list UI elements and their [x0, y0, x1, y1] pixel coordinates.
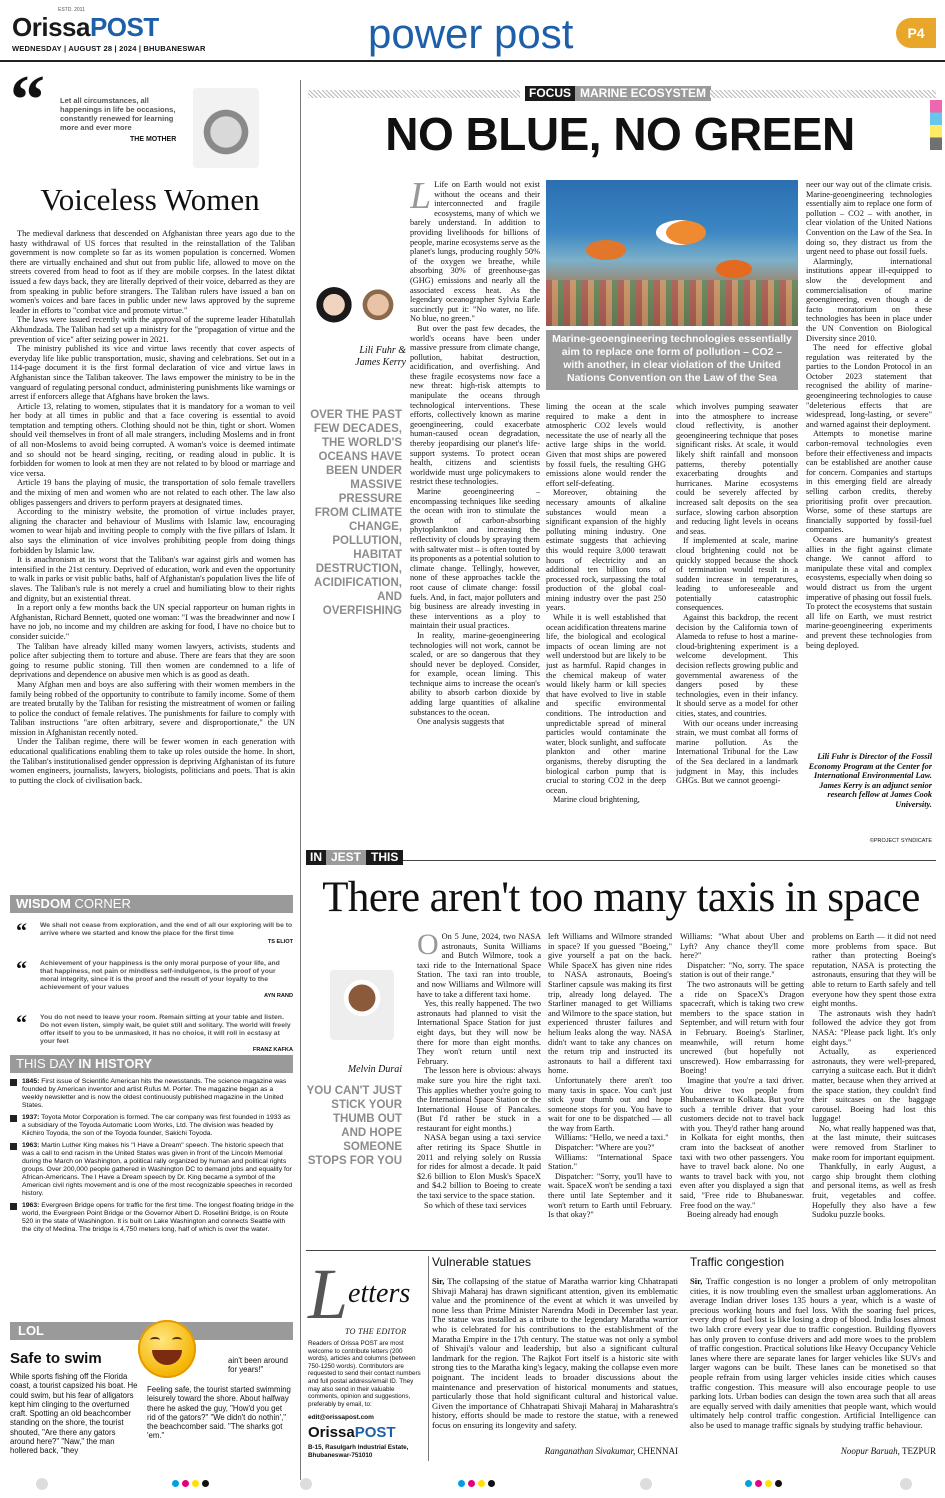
focus-byline: Lili Fuhr & James Kerry	[355, 345, 406, 368]
lol-text-col2a: ain't been around for years!"	[228, 1356, 289, 1375]
history-item: 1845: First issue of Scientific American hits the newsstands. The science magazine was founded by American inventor and artist Rufus M. Porter. The magazine began as a weekly newsletter and is now the oldest continuously published magazine in the United States.	[10, 1078, 295, 1110]
lol-title: Safe to swim	[10, 1350, 102, 1367]
letters-title: L etters	[308, 1254, 411, 1334]
history-list	[10, 1078, 295, 1234]
coral-reef-photo	[546, 180, 798, 326]
quote-mark-icon: “	[10, 62, 45, 139]
focus-col4: neer our way out of the climate crisis. Marine-geoengineering technologies essentially aim to replace one form of pollution – CO2 – with another, in clear violation of the United Nations Convention on the Law of the Sea. In doing so, they distract us from the urgent need to phase out fossil fuels. Alarmingly, international institutions appear ill-equipped to slow the development and commercialisation of marine geoengineering, even though a de facto moratorium on these technologies has been in place under the UN Convention on Biological Diversity since 2010. The need for effective global regulation was reiterated by the parties to the London Protocol in an October 2023 statement that recognised the ability of marine-geoengineering technologies to cause "deleterious effects that are widespread, long-lasting, or severe" and warned against their deployment. Attempts to monetise marine carbon-removal technologies even before their effectiveness and impacts can be established are another cause for concern. Companies and startups in this emerging field are already selling carbon credits, thereby prioritising profit over precaution. Worse, some of these startups are financially supported by fossil-fuel companies. Oceans are humanity's greatest allies in the fight against climate change. We cannot afford to manipulate these vital and complex ecosystems, especially when doing so would distract us from the urgent imperative of phasing out fossil fuels. To protect the ecosystems that sustain all life on Earth, we must restrict marine-geoengineering experiments and prevent these technologies from being deployed.	[806, 180, 932, 650]
letters-email[interactable]: edit@orissapost.com	[308, 1414, 374, 1421]
quote-mark-icon: “	[16, 956, 27, 981]
focus-tag: FOCUS MARINE ECOSYSTEM	[525, 86, 711, 101]
letter2-sign: Noopur Baruah, TEZPUR	[840, 1446, 936, 1456]
lol-text-col2b: Feeling safe, the tourist started swimming leisurely toward the shore. About halfway there he asked the guy, "How'd you get rid of the gators?" "We didn't do nothin'," the beachcomber said. "The sharks got 'em."	[147, 1385, 291, 1441]
lol-text-col1: While sports fishing off the Florida coast, a tourist capsized his boat. He could swim, but his fear of alligators kept him clinging to the overturned craft. Spotting an old beachcomber standing on the shore, the tourist shouted, "Are there any gators around here?" "Naw," the man hollered back, "they	[10, 1372, 138, 1456]
section-title: power post	[368, 10, 574, 57]
hatch-rule	[710, 90, 936, 98]
bullet-icon	[10, 1079, 17, 1086]
injest-byline: Melvin Durai	[347, 1064, 402, 1075]
print-registration-marks	[0, 1474, 945, 1496]
credit-line: ©PROJECT SYNDICATE	[869, 838, 932, 844]
injest-tag: IN JEST THIS	[306, 850, 403, 865]
injest-col1: O On 5 June, 2024, two NASA astronauts, Sunita Williams and Butch Wilmore, took a taxi ride to the International Space Station. The taxi ran into trouble, and now Williams and Wilmore will have to take a different taxi home. Yes, this really happened. The two astronauts had planned to visit the International Space Station for just eight days, but they will now be there for more than eight months. They won't return until next February. The lesson here is obvious: always make sure you hire the right taxi. This applies whether you're going to the International Space Station or the International House of Pancakes. (But I'd rather be stuck in a restaurant for eight months.) NASA began using a taxi service after retiring its Space Shuttle in 2011 and relying solely on Russia for rides for almost a decade. It paid $2.6 billion to Elon Musk's SpaceX and $4.2 billion to Boeing to create the taxi service to the space station. So which of these taxi services	[417, 932, 541, 1210]
wisdom-item: “ Achievement of your happiness is the only moral purpose of your life, and that happiness, not pain or mindless self-indulgence, is the proof of your moral integrity, since it is the proof and the result of your loyalty to the achievement of your values AYN RAND	[16, 956, 293, 999]
lol-header: LOL	[10, 1322, 293, 1340]
bullet-icon	[10, 1203, 17, 1210]
author-photo-melvin	[330, 970, 394, 1040]
focus-headline: NO BLUE, NO GREEN	[385, 108, 855, 160]
quote-mark-icon: “	[16, 1010, 27, 1035]
masthead-rule	[0, 60, 945, 62]
letters-logo: OrissaPOST	[308, 1424, 396, 1441]
focus-col2: liming the ocean at the scale required to make a dent in atmospheric CO2 levels would necessitate the use of nearly all the active large ships in the world. Given that most ships are powered by fossil fuels, the resulting GHG emissions alone would render the effort self-defeating. Moreover, obtaining the necessary amounts of alkaline substances would mean a significant expansion of the highly polluting mining industry. One estimate suggests that achieving this would require 3,000 terawatt hours of electricity and an additional ten billion tons of processed rock, surpassing the total production of the global coal-mining industry over the past 250 years. While it is well established that ocean acidification threatens marine life, the biological and ecological impacts of ocean liming are not well understood but are likely to be just as harmful. Rapid changes in the chemical makeup of water would likely harm or kill species that have evolved to live in stable and specific environmental conditions. The introduction and unpredictable spread of mineral particles would contaminate the water, block sunlight, and suffocate plankton and other marine organisms, thereby disrupting the biological carbon pump that is crucial to storing CO2 in the deep ocean. Marine cloud brightening,	[546, 402, 666, 805]
wisdom-item: “ You do not need to leave your room. Remain sitting at your table and listen. Do not even listen, simply wait, be quiet still and solitary. The world will freely offer itself to you to be unmasked, it has no choice, it will roll in ecstasy at your feet FRANZ KAFKA	[16, 1010, 293, 1053]
editorial-body: The medieval darkness that descended on Afghanistan three years ago due to the hasty withdrawal of US forces that resulted in the reinstallation of the Taliban government is now complete so far as its women population is concerned. Women there are virtually enchained and shut out from public life, allowed to move on the streets covered from head to foot as if they are mobile corpses. In the latest diktat issued a few days back, they are literally deprived of their voice, debarred as they are from speaking in public before strangers. The Taliban rulers have issued a ban on women's voices and bare faces in public under new laws approved by the supreme leader in efforts to "combat vice and promote virtue." The laws were issued recently with the approval of the supreme leader Hibatullah Akhundzada. The Taliban had set up a ministry for the "propagation of virtue and the prevention of vice" after seizing power in 2021. The ministry published its vice and virtue laws recently that cover aspects of everyday life like public transportation, music, shaving and celebrations. Set out in a 114-page document it is the first formal declaration of vice and virtue laws in Afghanistan since the Taliban takeover. The laws empower the ministry to be in the vanguard of regulating personal conduct, administering punishments like warnings or arrest if enforcers allege that Afghans have broken the laws. Article 13, relating to women, stipulates that it is mandatory for a woman to veil her body at all times in public and that a face covering is essential to avoid temptation and tempting others. Clothing should not be thin, tight or short. Women should veil themselves in front of all male strangers, including Moslems and in front of all non-Moslems to avoid being corrupted. A woman's voice is deemed intimate and so should not be heard singing, reciting, or reading aloud in public. It is forbidden for women to look at men they are not related to by blood or marriage and vice versa. Article 19 bans the playing of music, the transportation of solo female travellers and the mixing of men and women who are not related to each other. The law also obliges passengers and drivers to perform prayers at designated times. According to the ministry website, the promotion of virtue includes prayer, aligning the character and behaviour of Muslims with Islamic law, encouraging women to wear hijab and inviting people to comply with the five pillars of Islam. It also says the elimination of vice involves prohibiting people from doing things forbidden by Islamic law. It is anachronism at its worst that the Taliban's war against girls and women has intensified in the 21st century. Deprived of education, work and even the opportunity to walk in parks or visit public baths, half of Afghanistan's population lives the life of slaves. The Taliban's rule is not merely a cruel and humiliating blow to their rights and dignity, but an existential threat. In a report only a few months back the UN special rapporteur on human rights in Afghanistan, Richard Bennett, quoted one woman: "I was the breadwinner and now I have no job, no income and my children are asking for food, I have no choice but to consider suicide." The Taliban have already killed many women lawyers, activists, students and police after subjecting them to torture and abuse. There are fears that they are soon going to resume public stoning. Till then women are condemned to a life of deprivations and dependence on abusive men which is as good as death. Many Afghan men and boys are also suffering with their women members in the family being robbed of the opportunity to contribute to family income. Some of them are treated brutally by the Taliban for resisting the mistreatment of women or failing to police the conduct of female relatives. The punishments for failure to comply with Taliban instructions "are often arbitrary, severe and disproportionate," the UN mission in Afghanistan recently noted. Under the Taliban regime, there will be fewer women in each generation with educational qualifications enabling them to take up roles outside the home. In short, the Taliban's institutionalised gender oppression is depriving Afghanistan of its future women engineers, journalists, lawyers, biologists, politicians and poets. That is akin to putting the clock of civilisation back.	[10, 229, 295, 785]
focus-pullquote: OVER THE PAST FEW DECADES, THE WORLD'S OCEANS HAVE BEEN UNDER MASSIVE PRESSURE FROM CLIMATE CHANGE, POLLUTION, HABITAT DESTRUCTION, ACIDIFICATION, AND OVERFISHING	[310, 409, 402, 617]
quote-mark-icon: “	[16, 918, 27, 943]
quote-author-photo	[193, 88, 259, 168]
bullet-icon	[10, 1143, 17, 1150]
focus-col3: which involves pumping seawater into the atmosphere to increase cloud reflectivity, is another geoengineering technique that poses significant risks. At scale, it would likely shift rainfall and monsoon patterns, thereby potentially exacerbating droughts and hurricanes. Marine ecosystems could be severely affected by increased salt deposits on the sea surface, slowing carbon absorption and reducing light levels in oceans and seas. If implemented at scale, marine cloud brightening could not be quickly stopped because the shock of termination would result in a sudden increase in temperatures, leading to unforeseeable and potentially catastrophic consequences. Against this backdrop, the recent decision by the California town of Alameda to refuse to host a marine-cloud-brightening experiment is a welcome development. This decision reflects growing public and governmental awareness of the dangers posed by these technologies, even in their infancy. It should serve as a model for other cities, states, and countries. With our oceans under increasing strain, we must combat all forms of marine pollution. As the International Tribunal for the Law of the Sea declared in a landmark judgment in May, this includes GHGs. But we cannot geoengi-	[676, 402, 798, 786]
author-photo-james	[358, 285, 398, 337]
bullet-icon	[10, 1115, 17, 1122]
brand-logo: OrissaPOST	[12, 12, 159, 42]
history-item: 1937: Toyota Motor Corporation is formed. The car company was first founded in 1933 as a subsidiary of the Toyoda Automatic Loom Works, Ltd. The division was headed by Kiichiro Toyoda, the son of the Toyoda founder, Sakichi Toyoda.	[10, 1114, 295, 1138]
author-photo-lili	[314, 285, 354, 337]
injest-col2: left Williams and Wilmore stranded in space? If you guessed "Boeing," give yourself a pat on the back. While SpaceX has given nine rides to NASA astronauts, Boeing's Starliner capsule was making its first trip, already long delayed. The Starliner managed to get Williams and Wilmore to the space station, but experienced thruster failures and helium leaks along the way. NASA didn't want to take any chances on the return trip and instructed its astronauts to hail a different taxi home. Unfortunately there aren't too many taxis in space. You can't just stick your thumb out and hope someone stops for you. You have to wait for one to be dispatched — all the way from Earth. Williams: "Hello, we need a taxi." Dispatcher: "Where are you?" Williams: "International Space Station." Dispatcher: "Sorry, you'll have to wait. SpaceX won't be sending a taxi there until late September and it won't return to Earth until February. Is that okay?"	[548, 932, 672, 1220]
section-rule	[306, 1250, 936, 1251]
focus-col1: L Life on Earth would not exist without the oceans and their interconnected and fragile ecosystems, many of which we barely understand. In addition to providing livelihoods for billions of people, marine ecosystems serve as the planet's lungs, producing roughly 50% of the oxygen we breathe, while absorbing 30% of greenhouse-gas (GHG) emissions and nearly all the associated excess heat. As the legendary oceanographer Sylvia Earle succinctly put it: "No water, no life. No blue, no green." But over the past few decades, the world's oceans have been under massive pressure from climate change, pollution, habitat destruction, acidification, and overfishing. And these fragile ecosystems now face a new threat: high-risk attempts to manipulate the oceans through technological interventions. These efforts, collectively known as marine geoengineering, could exacerbate human-caused ocean degradation, thereby jeopardising our planet's life-support systems. To protect ocean health, citizens and scientists worldwide must urge policymakers to restrict these technologies. Marine geoengineering – encompassing techniques like seeding the ocean with iron to stimulate the growth of carbon-absorbing phytoplankton and increasing the reflectivity of clouds by spraying them with saltwater mist – is often touted by its proponents as a potential solution to climate change. Tellingly, however, none of these approaches tackle the root cause of climate change: fossil fuels. And, in fact, major polluters and big business are already investing in these interventions as a ploy to maintain their usual practices. In reality, marine-geoengineering technologies will not work, cannot be scaled, or are so dangerous that they should never be deployed. Consider, for example, ocean liming. This technique aims to increase the ocean's ability to absorb carbon dioxide by adding large quantities of alkaline substances to the ocean. One analysis suggests that	[410, 180, 540, 727]
laughing-emoji-icon	[138, 1320, 196, 1378]
column-divider	[300, 80, 301, 1480]
wisdom-item: “ We shall not cease from exploration, and the end of all our exploring will be to arrive where we started and know the place for the first time TS ELIOT	[16, 918, 293, 945]
drop-cap: L	[410, 180, 432, 217]
author-bio: Lili Fuhr is Director of the Fossil Economy Program at the Center for International Environmental Law. James Kerry is an adjunct senior research fellow at James Cook University.	[808, 752, 932, 809]
injest-headline: There aren't too many taxis in space	[322, 874, 920, 921]
injest-col4: problems on Earth — it did not need more problems from space. But rather than protecting Boeing's reputation, NASA is protecting the astronauts, ensuring that they will be able to return to Earth safely and tell everyone how they spent those extra eight months. The astronauts wish they hadn't followed the advice they got from NASA: "Please pack light. It's only eight days." Actually, as experienced astronauts, they were well-prepared, carrying a suitcase each. But it didn't matter, because when they arrived at the space station, they couldn't find their suitcases on the baggage carousel. Boeing had lost this luggage! No, what really happened was that, at the last minute, their suitcases were removed from Starliner to make room for important equipment. Thankfully, in early August, a cargo ship brought them clothing and personal items, as well as fresh fruit, vegetables and coffee. Hopefully they also have a few Sudoku puzzle books.	[812, 932, 936, 1220]
quote-text: Let all circumstances, all happenings in life be occasions, constantly renewed for learning more and ever more	[60, 96, 176, 132]
letter2-title: Traffic congestion	[690, 1255, 785, 1269]
letters-note: Readers of Orissa POST are most welcome to contribute letters (200 words), articles and columns (between 750-1250 words). Contributors are requested to send their contact numbers and full postal address/email ID. They may also send in their valuable comments, opinion and suggestions, preferably by email, to:	[308, 1340, 421, 1408]
brand-tag: ESTD. 2011	[58, 7, 85, 13]
history-item: 1963: Martin Luther King makes his "I Have a Dream" speech. The historic speech that was a call to end racism in the United States was given in front of the Lincoln Memorial during the March on Washington, a political rally organized by human and political rights groups. Over 200,000 people gathered in Washington DC to demand jobs and equality for African-Americans. The I Have a Dream speech by Dr. King became a symbol of the American civil rights movement and is one of the most recognizable speeches in recorded history.	[10, 1142, 295, 1198]
wisdom-list	[16, 918, 293, 1058]
letters-address: B-15, Rasulgarh Industrial Estate, Bhubaneswar-751010	[308, 1444, 409, 1459]
injest-col3: Williams: "What about Uber and Lyft? Any chance they'll come here?" Dispatcher: "No, sorry. The space station is out of their range." The two astronauts will be getting a ride on SpaceX's Dragon spacecraft, which is taking two crew members to the space station in September, and will return with four in February. Boeing's Starliner, meanwhile, will return home uncrewed (but hopefully not unscrewed). How embarrassing for Boeing! Imagine that you're a taxi driver. You drive two people from Bhubaneswar to Kolkata. But you're such a terrible driver that your customers decide not to travel back with you. They'd rather hang around in Kolkata for eight months, then cram into the backseat of another taxi with two other passengers. You have to travel back alone. No one wants to travel back with you, not even after you displayed a sign that said, "Free ride to Bhubaneswar. Free food on the way." Boeing already had enough	[680, 932, 804, 1220]
column-divider	[428, 1256, 429, 1461]
wisdom-header: WISDOM CORNER	[10, 895, 293, 913]
injest-pullquote: YOU CAN'T JUST STICK YOUR THUMB OUT AND HOPE SOMEONE STOPS FOR YOU	[306, 1085, 402, 1167]
date-line: WEDNESDAY | AUGUST 28 | 2024 | BHUBANESWAR	[12, 44, 206, 53]
letters-subtitle: TO THE EDITOR	[345, 1327, 407, 1336]
letter2-body: Sir, Traffic congestion is no longer a problem of only metropolitan cities, it is now troubling even the smallest urban agglomerations. An average Indian driver loses 135 hours a year, which is a waste of precious working hours and fuel loss. With the soaring fuel prices, every drop of fuel lost is like losing a drop of blood. India loses almost two lakh crore every year due to traffic congestion. Building flyovers has only proven to confuse drivers and add more woes to the problem of traffic congestion. Practical solutions like Heavy Occupancy Vehicle lanes where there are separate lanes for larger vehicles like SUVs and larger wagons can be built. These lanes can be monetised so that people refrain from using larger vehicles inside cities which causes traffic congestion. This measure will also encourage people to use parking lots. Urban bodies can design the town area such that all areas are equally served with daily amenities that people want, which would ultimately help control traffic congestion. Artificial Intelligence can also be used to manage traffic signals by studying traffic behaviour.	[690, 1277, 936, 1430]
drop-cap: O	[417, 932, 439, 961]
letter1-title: Vulnerable statues	[432, 1255, 531, 1269]
editorial-title: Voiceless Women	[40, 182, 260, 217]
page-number-badge: P4	[896, 18, 936, 48]
history-item: 1963: Evergreen Bridge opens for traffic for the first time. The longest floating bridge in the world, the Evergreen Point Bridge or the Governor Albert D. Rosellini Bridge, is on Route 520 in the state of Washington. It is built on Lake Washington and connects Seattle with the city of Medina. The bridge is 4,750 meters long, half of which is over the water.	[10, 1202, 295, 1234]
quote-author: THE MOTHER	[130, 136, 177, 143]
hatch-rule	[308, 90, 520, 98]
photo-caption: Marine-geoengineering technologies essentially aim to replace one form of pollution – CO2 – with another, in clear violation of the United Nations Convention on the Law of the Sea	[546, 330, 798, 390]
letter1-sign: Ranganathan Sivakumar, CHENNAI	[544, 1446, 678, 1456]
letter1-body: Sir, The collapsing of the statue of Maratha warrior king Chhatrapati Shivaji Maharaj has drawn significant attention, given its emblematic value and the prominence of the event at which it was unveiled by none less than Prime Minister Narendra Modi in December last year. The statue was installed as a tribute to the legendary Maratha warrior who is celebrated for his contributions to the establishment of the Maratha Empire in the 17th century. The statue was not only a symbol of Shivaji's valour and leadership, but also a significant cultural landmark for the region. The Rajkot Fort itself is a historic site with strong ties to the Maratha king's legacy, making the collapse even more poignant. The incident leads to broader discussions about the maintenance and preservation of historical monuments and statues, particularly those that hold significant cultural and historical value. Given the importance of Chhatrapati Shivaji Maharaj in Maharashtra's history, efforts should be made to restore the statue, with a renewed focus on ensuring its longevity and safety.	[432, 1277, 678, 1430]
history-header: THIS DAY IN HISTORY	[10, 1055, 293, 1073]
